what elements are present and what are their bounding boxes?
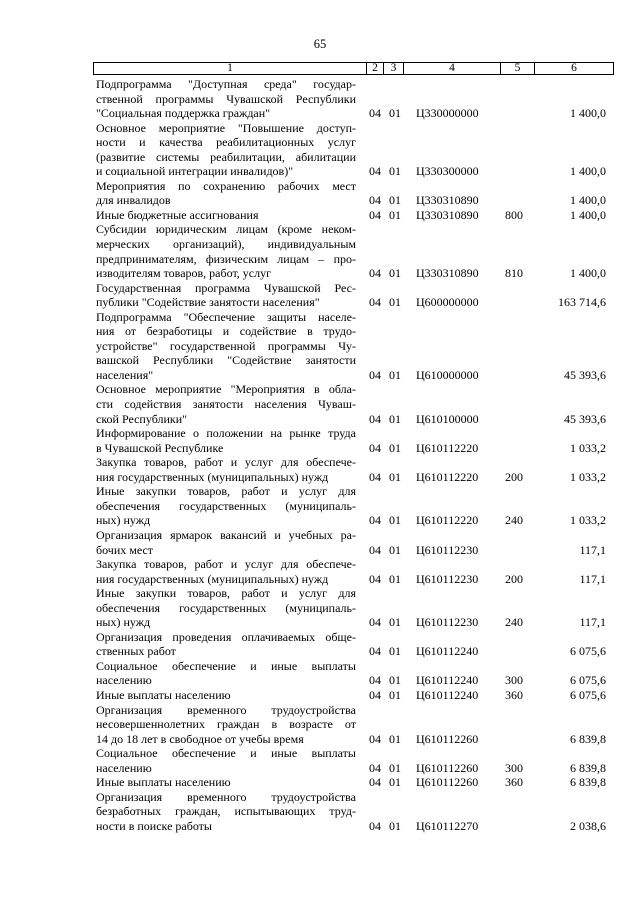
target-article-code: Ц610112260: [416, 760, 479, 775]
expense-type-code: 810: [505, 266, 523, 281]
table-row: [0, 484, 640, 528]
table-row: [0, 281, 640, 310]
row-description: [96, 557, 356, 586]
row-description: [96, 455, 356, 484]
section-code: 04: [369, 818, 381, 833]
target-article-code: Ц330310890: [416, 207, 479, 222]
row-description: [96, 281, 356, 310]
description-line: ния от безработицы и содействие в трудо-: [96, 324, 356, 339]
description-line: ния государственных (муниципальных) нужд: [96, 469, 329, 484]
subsection-code: 01: [389, 542, 401, 557]
expense-type-code: 300: [505, 673, 523, 688]
target-article-code: Ц610112240: [416, 673, 479, 688]
description-line: вашской Республики "Содействие занятости: [96, 353, 356, 368]
description-line: и социальной интеграции инвалидов)": [96, 164, 294, 179]
description-line: Иные выплаты населению: [96, 687, 231, 702]
row-description: [96, 703, 356, 747]
section-code: 04: [369, 542, 381, 557]
description-line: ния государственных (муниципальных) нужд: [96, 571, 329, 586]
description-line: Социальное обеспечение и иные выплаты: [96, 746, 356, 761]
subsection-code: 01: [389, 411, 401, 426]
row-description: [96, 382, 356, 426]
section-code: 04: [369, 673, 381, 688]
header-col-5: 5: [500, 63, 534, 74]
target-article-code: Ц330310890: [416, 193, 479, 208]
amount: 6 839,8: [570, 760, 606, 775]
description-line: безработных граждан, испытывающих труд-: [96, 804, 356, 819]
section-code: 04: [369, 687, 381, 702]
expense-type-code: 360: [505, 687, 523, 702]
description-line: сти содействия занятости населения Чуваш-: [96, 397, 356, 412]
section-code: 04: [369, 571, 381, 586]
description-line: "Социальная поддержка граждан": [96, 106, 271, 121]
amount: 1 400,0: [570, 164, 606, 179]
description-line: предпринимателям, физическим лицам – про-: [96, 251, 356, 266]
expense-type-code: 240: [505, 615, 523, 630]
amount: 1 033,2: [570, 440, 606, 455]
subsection-code: 01: [389, 295, 401, 310]
expense-type-code: 200: [505, 469, 523, 484]
subsection-code: 01: [389, 207, 401, 222]
description-line: Субсидии юридическим лицам (кроме неком-: [96, 222, 356, 237]
header-col-2: 2: [366, 63, 383, 74]
subsection-code: 01: [389, 193, 401, 208]
row-description: [96, 179, 356, 208]
table-row: [0, 746, 640, 775]
table-row: [0, 688, 640, 703]
description-line: населению: [96, 760, 152, 775]
subsection-code: 01: [389, 440, 401, 455]
row-description: [96, 790, 356, 834]
target-article-code: Ц610112240: [416, 644, 479, 659]
row-description: [96, 688, 356, 703]
description-line: Мероприятия по сохранению рабочих мест: [96, 178, 356, 193]
budget-table-body: [0, 77, 640, 833]
amount: 117,1: [579, 615, 606, 630]
expense-type-code: 360: [505, 775, 523, 790]
section-code: 04: [369, 295, 381, 310]
amount: 1 400,0: [570, 266, 606, 281]
expense-type-code: 200: [505, 571, 523, 586]
target-article-code: Ц330000000: [416, 106, 479, 121]
description-line: для инвалидов: [96, 193, 171, 208]
row-description: [96, 426, 356, 455]
description-line: Иные бюджетные ассигнования: [96, 207, 259, 222]
table-row: [0, 557, 640, 586]
target-article-code: Ц610100000: [416, 411, 479, 426]
target-article-code: Ц330310890: [416, 266, 479, 281]
amount: 117,1: [579, 571, 606, 586]
subsection-code: 01: [389, 818, 401, 833]
target-article-code: Ц330300000: [416, 164, 479, 179]
row-description: [96, 528, 356, 557]
section-code: 04: [369, 367, 381, 382]
row-description: [96, 208, 356, 223]
subsection-code: 01: [389, 687, 401, 702]
section-code: 04: [369, 775, 381, 790]
table-row: [0, 775, 640, 790]
subsection-code: 01: [389, 615, 401, 630]
subsection-code: 01: [389, 644, 401, 659]
description-line: Организация проведения оплачиваемых обще-: [96, 629, 356, 644]
target-article-code: Ц610112230: [416, 615, 479, 630]
section-code: 04: [369, 207, 381, 222]
table-row: [0, 659, 640, 688]
amount: 6 839,8: [570, 775, 606, 790]
section-code: 04: [369, 193, 381, 208]
row-description: [96, 310, 356, 383]
amount: 117,1: [579, 542, 606, 557]
description-line: ности и качества реабилитационных услуг: [96, 135, 356, 150]
table-row: [0, 382, 640, 426]
amount: 1 400,0: [570, 193, 606, 208]
description-line: публики "Содействие занятости населения": [96, 295, 320, 310]
description-line: Иные закупки товаров, работ и услуг для: [96, 586, 356, 601]
section-code: 04: [369, 164, 381, 179]
table-row: [0, 586, 640, 630]
target-article-code: Ц610112260: [416, 775, 479, 790]
expense-type-code: 240: [505, 513, 523, 528]
row-description: [96, 630, 356, 659]
description-line: ской Республики": [96, 411, 188, 426]
amount: 1 033,2: [570, 469, 606, 484]
description-line: ственных работ: [96, 644, 176, 659]
row-description: [96, 484, 356, 528]
expense-type-code: 300: [505, 760, 523, 775]
row-description: [96, 775, 356, 790]
description-line: Социальное обеспечение и иные выплаты: [96, 658, 356, 673]
subsection-code: 01: [389, 775, 401, 790]
subsection-code: 01: [389, 106, 401, 121]
amount: 45 393,6: [564, 367, 606, 382]
amount: 6 075,6: [570, 644, 606, 659]
table-row: [0, 455, 640, 484]
amount: 6 839,8: [570, 731, 606, 746]
page-number: 65: [313, 37, 327, 51]
section-code: 04: [369, 469, 381, 484]
target-article-code: Ц610112260: [416, 731, 479, 746]
amount: 1 400,0: [570, 207, 606, 222]
header-col-1: 1: [227, 62, 233, 74]
target-article-code: Ц610112270: [416, 818, 479, 833]
subsection-code: 01: [389, 266, 401, 281]
target-article-code: Ц610112220: [416, 469, 479, 484]
subsection-code: 01: [389, 513, 401, 528]
description-line: Закупка товаров, работ и услуг для обеспече-: [96, 557, 356, 572]
header-col-3: 3: [383, 63, 403, 74]
table-row: [0, 77, 640, 121]
row-description: [96, 746, 356, 775]
description-line: устройстве" государственной программы Чу-: [96, 338, 356, 353]
subsection-code: 01: [389, 469, 401, 484]
description-line: Организация временного трудоустройства: [96, 702, 356, 717]
target-article-code: Ц610112220: [416, 440, 479, 455]
row-description: [96, 77, 356, 121]
description-line: Подпрограмма "Доступная среда" государ-: [96, 77, 356, 91]
target-article-code: Ц610112240: [416, 687, 479, 702]
description-line: обеспечения государственных (муниципаль-: [96, 600, 356, 615]
description-line: бочих мест: [96, 542, 154, 557]
description-line: ственной программы Чувашской Республики: [96, 91, 356, 106]
table-row: [0, 208, 640, 223]
row-description: [96, 121, 356, 179]
section-code: 04: [369, 644, 381, 659]
subsection-code: 01: [389, 571, 401, 586]
row-description: [96, 222, 356, 280]
target-article-code: Ц610112230: [416, 542, 479, 557]
header-col-4: 4: [403, 63, 500, 74]
table-row: [0, 121, 640, 179]
section-code: 04: [369, 106, 381, 121]
subsection-code: 01: [389, 760, 401, 775]
table-row: [0, 630, 640, 659]
description-line: обеспечения государственных (муниципаль-: [96, 498, 356, 513]
row-description: [96, 659, 356, 688]
description-line: мерческих организаций), индивидуальным: [96, 237, 356, 252]
description-line: в Чувашской Республике: [96, 440, 224, 455]
target-article-code: Ц610112230: [416, 571, 479, 586]
table-row: [0, 310, 640, 383]
section-code: 04: [369, 760, 381, 775]
target-article-code: Ц610112220: [416, 513, 479, 528]
subsection-code: 01: [389, 731, 401, 746]
table-header: [93, 62, 614, 75]
table-row: [0, 222, 640, 280]
description-line: Основное мероприятие "Мероприятия в обла-: [96, 382, 356, 397]
description-line: Организация ярмарок вакансий и учебных ра-: [96, 527, 356, 542]
description-line: Закупка товаров, работ и услуг для обеспече-: [96, 455, 356, 470]
description-line: Организация временного трудоустройства: [96, 789, 356, 804]
table-row: [0, 426, 640, 455]
amount: 45 393,6: [564, 411, 606, 426]
table-row: [0, 790, 640, 834]
subsection-code: 01: [389, 367, 401, 382]
description-line: населения": [96, 367, 154, 382]
table-row: [0, 703, 640, 747]
amount: 163 714,6: [558, 295, 606, 310]
section-code: 04: [369, 731, 381, 746]
amount: 1 033,2: [570, 513, 606, 528]
section-code: 04: [369, 411, 381, 426]
table-row: [0, 528, 640, 557]
target-article-code: Ц600000000: [416, 295, 479, 310]
section-code: 04: [369, 266, 381, 281]
description-line: Иные закупки товаров, работ и услуг для: [96, 484, 356, 499]
target-article-code: Ц610000000: [416, 367, 479, 382]
description-line: ности в поиске работы: [96, 818, 212, 833]
description-line: населению: [96, 673, 152, 688]
description-line: Информирование о положении на рынке труда: [96, 426, 356, 441]
description-line: 14 до 18 лет в свободное от учебы время: [96, 731, 304, 746]
description-line: Государственная программа Чувашской Рес-: [96, 280, 356, 295]
section-code: 04: [369, 615, 381, 630]
description-line: Иные выплаты населению: [96, 775, 231, 790]
description-line: Основное мероприятие "Повышение доступ-: [96, 120, 356, 135]
section-code: 04: [369, 513, 381, 528]
amount: 6 075,6: [570, 687, 606, 702]
expense-type-code: 800: [505, 207, 523, 222]
table-row: [0, 179, 640, 208]
description-line: (развитие системы реабилитации, абилитации: [96, 149, 356, 164]
amount: 2 038,6: [570, 818, 606, 833]
header-col-6: 6: [534, 63, 613, 74]
section-code: 04: [369, 440, 381, 455]
description-line: ных) нужд: [96, 513, 151, 528]
row-description: [96, 586, 356, 630]
description-line: Подпрограмма "Обеспечение защиты населе-: [96, 309, 356, 324]
description-line: несовершеннолетних граждан в возрасте от: [96, 717, 356, 732]
description-line: изводителям товаров, работ, услуг: [96, 266, 272, 281]
amount: 1 400,0: [570, 106, 606, 121]
amount: 6 075,6: [570, 673, 606, 688]
subsection-code: 01: [389, 164, 401, 179]
description-line: ных) нужд: [96, 615, 151, 630]
subsection-code: 01: [389, 673, 401, 688]
